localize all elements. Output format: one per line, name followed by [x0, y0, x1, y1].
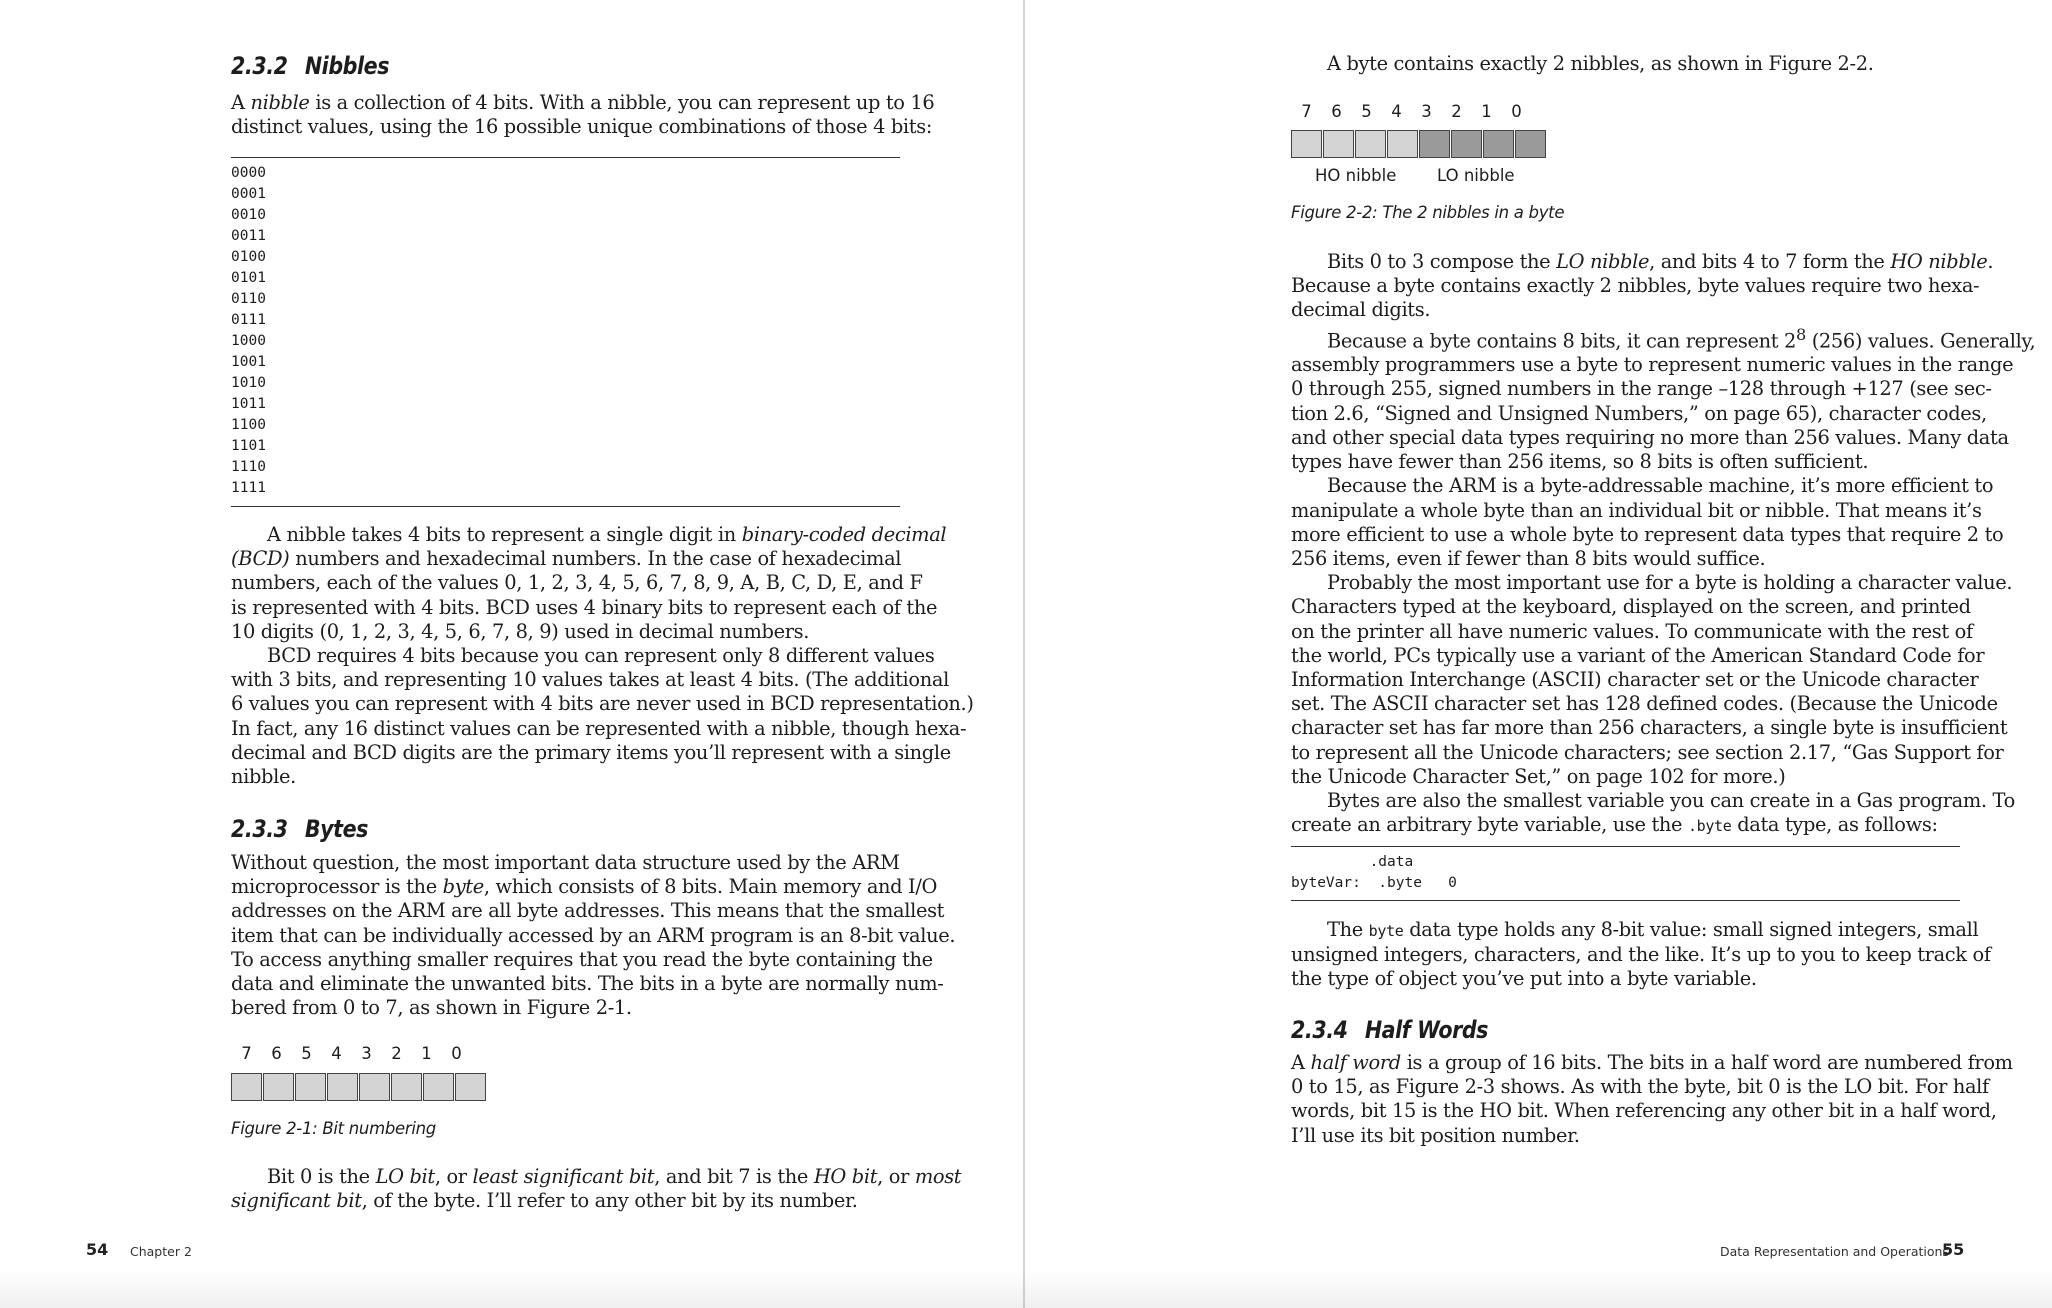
text-line: Because a byte contains exactly 2 nibbles, byte values require two hexa- — [1291, 274, 1980, 298]
text-line: assembly programmers use a byte to represent numeric values in the range — [1291, 353, 2014, 377]
section-heading-nibbles: 2.3.2 Nibbles — [231, 52, 390, 80]
text-line: A half word is a group of 16 bits. The bits in a half word are numbered from — [1291, 1051, 2013, 1074]
code-bottom-rule — [1291, 900, 1960, 901]
text-line: 256 items, even if fewer than 8 bits would suffice. — [1291, 546, 1766, 570]
figure-2-1-bit-cells — [231, 1073, 487, 1101]
lo-bit-cell — [1515, 130, 1546, 158]
text-line: words, bit 15 is the HO bit. When referencing any other bit in a half word, — [1291, 1099, 1997, 1123]
ho-bit-cell — [1355, 130, 1386, 158]
code-line: 1000 — [231, 333, 266, 349]
code-line: 0101 — [231, 270, 266, 286]
bit-index-label: 7 — [1301, 102, 1312, 121]
code-line: 0011 — [231, 228, 266, 244]
code-line: .data — [1291, 854, 1414, 870]
text-line: set. The ASCII character set has 128 defined codes. (Because the Unicode — [1291, 692, 1998, 716]
bit-index-label: 4 — [1391, 102, 1402, 121]
bit-index-label: 4 — [331, 1044, 342, 1063]
code-listing — [1291, 852, 1457, 894]
text-line: I’ll use its bit position number. — [1291, 1123, 1580, 1147]
bit-index-label: 1 — [1481, 102, 1492, 121]
text-line: A nibble is a collection of 4 bits. With a nibble, you can represent up to 16 — [231, 91, 935, 114]
text-line: types have fewer than 256 items, so 8 bits is often sufficient. — [1291, 450, 1869, 474]
text-line: Bytes are also the smallest variable you can create in a Gas program. To — [1327, 788, 2015, 812]
code-line: 1110 — [231, 459, 266, 475]
text-line: manipulate a whole byte than an individual bit or nibble. That means it’s — [1291, 498, 1982, 522]
text-line: tion 2.6, “Signed and Unsigned Numbers,” on page 65), character codes, — [1291, 401, 1987, 425]
text-line: In fact, any 16 distinct values can be represented with a nibble, though hexa- — [231, 716, 967, 740]
text-line: Probably the most important use for a byte is holding a character value. — [1327, 571, 2013, 595]
text-line: more efficient to use a whole byte to represent data types that require 2 to — [1291, 522, 2004, 546]
figure-2-2-bit-cells — [1291, 130, 1547, 158]
page-number-right: 55 — [1942, 1240, 1965, 1259]
ho-bit-cell — [1291, 130, 1322, 158]
text-line: Bits 0 to 3 compose the LO nibble, and bits 4 to 7 form the HO nibble. — [1327, 250, 1994, 273]
bit-index-label: 7 — [241, 1044, 252, 1063]
bit0-paragraph — [231, 1165, 961, 1213]
text-line: bered from 0 to 7, as shown in Figure 2-1. — [231, 996, 632, 1020]
bit-index-label: 1 — [421, 1044, 432, 1063]
text-line: addresses on the ARM are all byte addresses. This means that the smallest — [231, 899, 945, 923]
bit-index-label: 3 — [1421, 102, 1432, 121]
byte-paragraphs — [1291, 250, 2035, 838]
text-line: Characters typed at the keyboard, displayed on the screen, and printed — [1291, 595, 1971, 619]
text-line: is represented with 4 bits. BCD uses 4 binary bits to represent each of the — [231, 595, 938, 619]
text-line: the world, PCs typically use a variant of the American Standard Code for — [1291, 643, 1985, 667]
table-top-rule — [231, 157, 900, 158]
text-line: Because a byte contains 8 bits, it can represent $2^8$ (256) values. Generally, — [1327, 324, 2036, 353]
nibble-intro — [231, 91, 934, 139]
footer-running-title: Data Representation and Operations — [1720, 1244, 1949, 1259]
text-line: to represent all the Unicode characters; see section 2.17, “Gas Support for — [1291, 740, 2004, 764]
bit-cell — [327, 1073, 358, 1101]
text-line: create an arbitrary byte variable, use the .byte data type, as follows: — [1291, 813, 1938, 837]
nibble-list — [231, 163, 266, 499]
bit-index-label: 6 — [1331, 102, 1342, 121]
footer-chapter: Chapter 2 — [130, 1244, 192, 1259]
text-line: 0 to 15, as Figure 2-3 shows. As with the byte, bit 0 is the LO bit. For half — [1291, 1075, 1989, 1099]
code-line: 0001 — [231, 186, 266, 202]
text-line: nibble. — [231, 765, 296, 789]
text-line: microprocessor is the byte, which consists of 8 bits. Main memory and I/O — [231, 875, 938, 899]
lo-bit-cell — [1483, 130, 1514, 158]
text-line: Because the ARM is a byte-addressable machine, it’s more efficient to — [1327, 474, 1994, 498]
section-heading-bytes: 2.3.3 Bytes — [231, 815, 369, 843]
nibbles-intro-line: A byte contains exactly 2 nibbles, as shown in Figure 2-2. — [1327, 52, 1874, 75]
text-line: distinct values, using the 16 possible unique combinations of those 4 bits: — [231, 115, 933, 139]
code-line: 0000 — [231, 165, 266, 181]
code-line: byteVar: .byte 0 — [1291, 875, 1457, 891]
bit-cell — [359, 1073, 390, 1101]
text-line: 6 values you can represent with 4 bits are never used in BCD representation.) — [231, 692, 974, 716]
bit-cell — [455, 1073, 486, 1101]
code-line: 1001 — [231, 354, 266, 370]
text-line: (BCD) numbers and hexadecimal numbers. In the case of hexadecimal — [231, 547, 902, 571]
text-line: the type of object you’ve put into a byte variable. — [1291, 967, 1757, 991]
byte-type-paragraph — [1291, 918, 1991, 992]
code-line: 1011 — [231, 396, 266, 412]
half-words-paragraph — [1291, 1051, 2013, 1148]
ho-nibble-label: HO nibble — [1315, 166, 1397, 185]
text-line: The byte data type holds any 8-bit value: small signed integers, small — [1327, 918, 1979, 941]
bit-cell — [391, 1073, 422, 1101]
code-line: 0111 — [231, 312, 266, 328]
text-line: BCD requires 4 bits because you can represent only 8 different values — [267, 644, 935, 668]
lo-bit-cell — [1451, 130, 1482, 158]
text-line: with 3 bits, and representing 10 values takes at least 4 bits. (The additional — [231, 668, 949, 692]
bit-index-label: 2 — [1451, 102, 1462, 121]
bit-cell — [295, 1073, 326, 1101]
ho-bit-cell — [1323, 130, 1354, 158]
code-top-rule — [1291, 846, 1960, 847]
text-line: numbers, each of the values 0, 1, 2, 3, 4, 5, 6, 7, 8, 9, A, B, C, D, E, and F — [231, 571, 923, 595]
text-line: 0 through 255, signed numbers in the range –128 through +127 (see sec- — [1291, 377, 1992, 401]
text-line: data and eliminate the unwanted bits. The bits in a byte are normally num- — [231, 972, 944, 996]
bit-index-label: 0 — [1511, 102, 1522, 121]
text-line: decimal and BCD digits are the primary items you’ll represent with a single — [231, 740, 951, 764]
text-line: the Unicode Character Set,” on page 102 for more.) — [1291, 764, 1786, 788]
lo-nibble-label: LO nibble — [1437, 166, 1515, 185]
bit-index-label: 5 — [301, 1044, 312, 1063]
text-line: character set has far more than 256 characters, a single byte is insufficient — [1291, 716, 2008, 740]
lo-bit-cell — [1419, 130, 1450, 158]
code-line: 1100 — [231, 417, 266, 433]
code-line: 0110 — [231, 291, 266, 307]
right-page — [1025, 0, 2052, 1308]
text-line: unsigned integers, characters, and the like. It’s up to you to keep track of — [1291, 943, 1991, 967]
table-bottom-rule — [231, 506, 900, 507]
text-line: decimal digits. — [1291, 298, 1431, 322]
text-line: A nibble takes 4 bits to represent a single digit in binary-coded decimal — [267, 523, 947, 546]
bit-index-label: 6 — [271, 1044, 282, 1063]
code-line: 1111 — [231, 480, 266, 496]
text-line: 10 digits (0, 1, 2, 3, 4, 5, 6, 7, 8, 9) used in decimal numbers. — [231, 619, 810, 643]
text-line: and other special data types requiring no more than 256 values. Many data — [1291, 425, 2009, 449]
text-line: item that can be individually accessed by an ARM program is an 8-bit value. — [231, 923, 956, 947]
code-line: 0010 — [231, 207, 266, 223]
code-line: 1010 — [231, 375, 266, 391]
section-heading-half-words: 2.3.4 Half Words — [1291, 1016, 1489, 1044]
text-line: To access anything smaller requires that you read the byte containing the — [231, 947, 933, 971]
bottom-shadow — [0, 1268, 2052, 1308]
text-line: Information Interchange (ASCII) character set or the Unicode character — [1291, 667, 1979, 691]
bit-cell — [423, 1073, 454, 1101]
page-number-left: 54 — [86, 1240, 109, 1259]
bit-cell — [263, 1073, 294, 1101]
code-line: 0100 — [231, 249, 266, 265]
figure-2-1-caption: Figure 2-1: Bit numbering — [231, 1119, 436, 1138]
bit-cell — [231, 1073, 262, 1101]
bit-index-label: 0 — [451, 1044, 462, 1063]
text-line: Bit 0 is the LO bit, or least significant bit, and bit 7 is the HO bit, or most — [267, 1165, 962, 1188]
figure-2-2-caption: Figure 2-2: The 2 nibbles in a byte — [1291, 203, 1565, 222]
bit-index-label: 2 — [391, 1044, 402, 1063]
bit-index-label: 3 — [361, 1044, 372, 1063]
text-line: significant bit, of the byte. I’ll refer to any other bit by its number. — [231, 1189, 858, 1213]
text-line: on the printer all have numeric values. To communicate with the rest of — [1291, 619, 1973, 643]
left-page — [0, 0, 1023, 1308]
bcd-paragraphs — [231, 523, 974, 789]
bit-index-label: 5 — [1361, 102, 1372, 121]
code-line: 1101 — [231, 438, 266, 454]
text-line: Without question, the most important data structure used by the ARM — [231, 851, 900, 874]
bytes-paragraph — [231, 851, 955, 1020]
ho-bit-cell — [1387, 130, 1418, 158]
